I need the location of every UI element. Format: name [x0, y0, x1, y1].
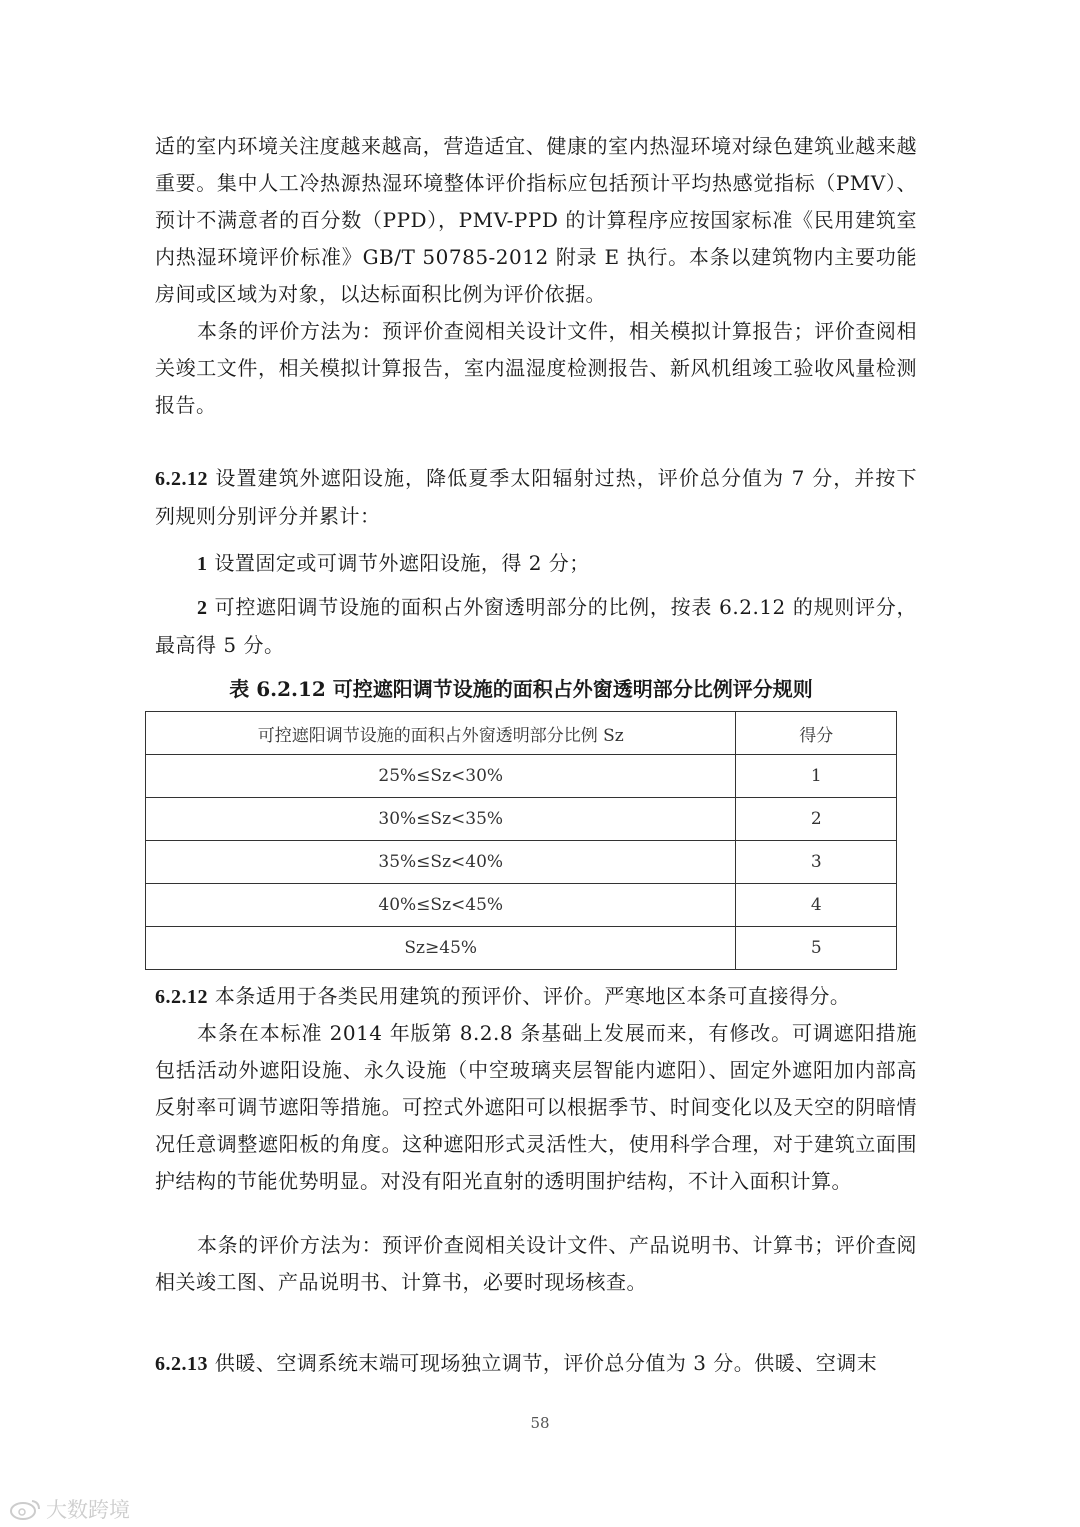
table-header-row: [146, 712, 897, 755]
score-cell: 3: [736, 841, 897, 884]
watermark-text: 大数跨境: [46, 1498, 130, 1522]
header-ratio: 可控遮阳调节设施的面积占外窗透明部分比例 Sz: [146, 712, 736, 755]
explanation-6-2-12: [155, 978, 917, 1016]
scoring-table: [145, 711, 897, 970]
score-cell: 4: [736, 884, 897, 927]
clause-item-1: [155, 545, 917, 583]
explanation-paragraph-2: 本条的评价方法为：预评价查阅相关设计文件、产品说明书、计算书；评价查阅相关竣工图、产品说明书、计算书，必要时现场核查。: [155, 1233, 917, 1294]
clause-item-2: [155, 589, 917, 664]
item-number: 2: [197, 597, 208, 619]
range-cell: Sz≥45%: [146, 927, 736, 970]
table-row: [146, 927, 897, 970]
item-text: 可控遮阳调节设施的面积占外窗透明部分的比例，按表 6.2.12 的规则评分，最高得 5 分。: [155, 595, 917, 657]
clause-number: 6.2.13: [155, 1353, 208, 1375]
header-score: 得分: [736, 712, 897, 755]
continuation-paragraph: 适的室内环境关注度越来越高，营造适宜、健康的室内热湿环境对绿色建筑业越来越重要。集中人工冷热源热湿环境整体评价指标应包括预计平均热感觉指标（PMV）、预计不满意者的百分数（PPD），PMV-PPD 的计算程序应按国家标准《民用建筑室内热湿环境评价标准》GB/T 50785-2012 附录 E 执行。本条以建筑物内主要功能房间或区域为对象，以达标面积比例为评价依据。: [155, 134, 917, 306]
weibo-logo-icon: [8, 1498, 42, 1520]
range-cell: 40%≤Sz<45%: [146, 884, 736, 927]
page-number: 58: [530, 1414, 550, 1432]
table-row: [146, 841, 897, 884]
clause-text: 设置建筑外遮阳设施，降低夏季太阳辐射过热，评价总分值为 7 分，并按下列规则分别评分并累计：: [155, 466, 917, 528]
item-number: 1: [197, 553, 208, 575]
table-title: 表 6.2.12 可控遮阳调节设施的面积占外窗透明部分比例评分规则: [229, 677, 813, 701]
method-paragraph: 本条的评价方法为：预评价查阅相关设计文件，相关模拟计算报告；评价查阅相关竣工文件，相关模拟计算报告，室内温湿度检测报告、新风机组竣工验收风量检测报告。: [155, 319, 917, 417]
table-row: [146, 755, 897, 798]
clause-text: 供暖、空调系统末端可现场独立调节，评价总分值为 3 分。供暖、空调末: [208, 1351, 878, 1375]
score-cell: 2: [736, 798, 897, 841]
range-cell: 30%≤Sz<35%: [146, 798, 736, 841]
clause-6-2-13: [155, 1345, 917, 1383]
score-cell: 1: [736, 755, 897, 798]
table-row: [146, 884, 897, 927]
range-cell: 35%≤Sz<40%: [146, 841, 736, 884]
range-cell: 25%≤Sz<30%: [146, 755, 736, 798]
score-cell: 5: [736, 927, 897, 970]
explanation-text: 本条适用于各类民用建筑的预评价、评价。严寒地区本条可直接得分。: [208, 984, 851, 1008]
item-text: 设置固定或可调节外遮阳设施，得 2 分；: [207, 551, 590, 575]
explanation-paragraph-1: 本条在本标准 2014 年版第 8.2.8 条基础上发展而来，有修改。可调遮阳措施包括活动外遮阳设施、永久设施（中空玻璃夹层智能内遮阳）、固定外遮阳加内部高反射率可调节遮阳等措施。可控式外遮阳可以根据季节、时间变化以及天空的阴暗情况任意调整遮阳板的角度。这种遮阳形式灵活性大，使用科学合理，对于建筑立面围护结构的节能优势明显。对没有阳光直射的透明围护结构，不计入面积计算。: [155, 1021, 917, 1193]
explanation-number: 6.2.12: [155, 986, 208, 1008]
clause-6-2-12: [155, 460, 917, 535]
watermark: [8, 1494, 130, 1524]
table-row: [146, 798, 897, 841]
clause-number: 6.2.12: [155, 468, 208, 490]
